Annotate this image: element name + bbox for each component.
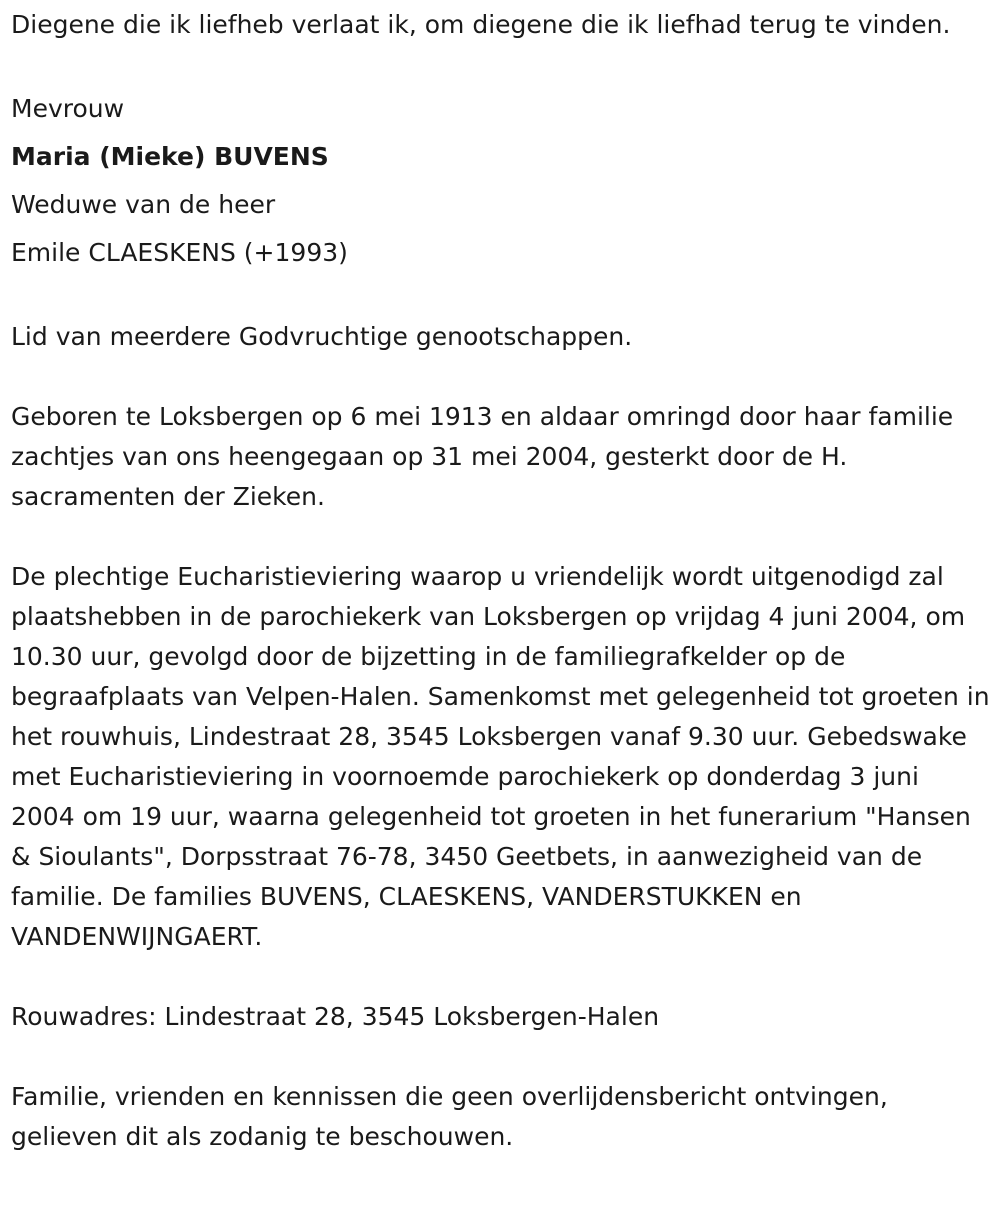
closing-paragraph: Familie, vrienden en kennissen die geen overlijdensbericht ontvingen, gelieven dit als zodanig te beschouwen. bbox=[11, 1082, 888, 1151]
epigraph: Diegene die ik liefheb verlaat ik, om diegene die ik liefhad terug te vinden. bbox=[11, 10, 951, 39]
mourning-address: Rouwadres: Lindestraat 28, 3545 Loksbergen-Halen bbox=[11, 1002, 660, 1031]
husband-name: Emile CLAESKENS (+1993) bbox=[11, 238, 348, 267]
spacer bbox=[11, 357, 990, 397]
spacer bbox=[11, 517, 990, 557]
spacer bbox=[11, 957, 990, 997]
spacer bbox=[11, 277, 990, 317]
salutation: Mevrouw bbox=[11, 94, 125, 123]
membership: Lid van meerdere Godvruchtige genootschappen. bbox=[11, 322, 633, 351]
spacer bbox=[11, 1037, 990, 1077]
widow-line: Weduwe van de heer bbox=[11, 190, 276, 219]
spacer bbox=[11, 45, 990, 85]
ceremony-paragraph: De plechtige Eucharistieviering waarop u vriendelijk wordt uitgenodigd zal plaatshebben in de parochiekerk van Loksbergen op vrijdag 4 juni 2004, om 10.30 uur, gevolgd door de bijzetting in de familiegrafkelder op de begraafplaats van Velpen-Halen. Samenkomst met gelegenheid tot groeten in het rouwhuis, Lindestraat 28, 3545 Loksbergen vanaf 9.30 uur. Gebedswake met Eucharistieviering in voornoemde parochiekerk op donderdag 3 juni 2004 om 19 uur, waarna gelegenheid tot groeten in het funerarium "Hansen & Sioulants", Dorpsstraat 76-78, 3450 Geetbets, in aanwezigheid van de familie. De families BUVENS, CLAESKENS, VANDERSTUKKEN en VANDENWIJNGAERT. bbox=[11, 562, 990, 951]
birth-death-paragraph: Geboren te Loksbergen op 6 mei 1913 en aldaar omringd door haar familie zachtjes van ons heengegaan op 31 mei 2004, gesterkt door de H. sacramenten der Zieken. bbox=[11, 402, 954, 511]
deceased-name: Maria (Mieke) BUVENS bbox=[11, 142, 329, 171]
